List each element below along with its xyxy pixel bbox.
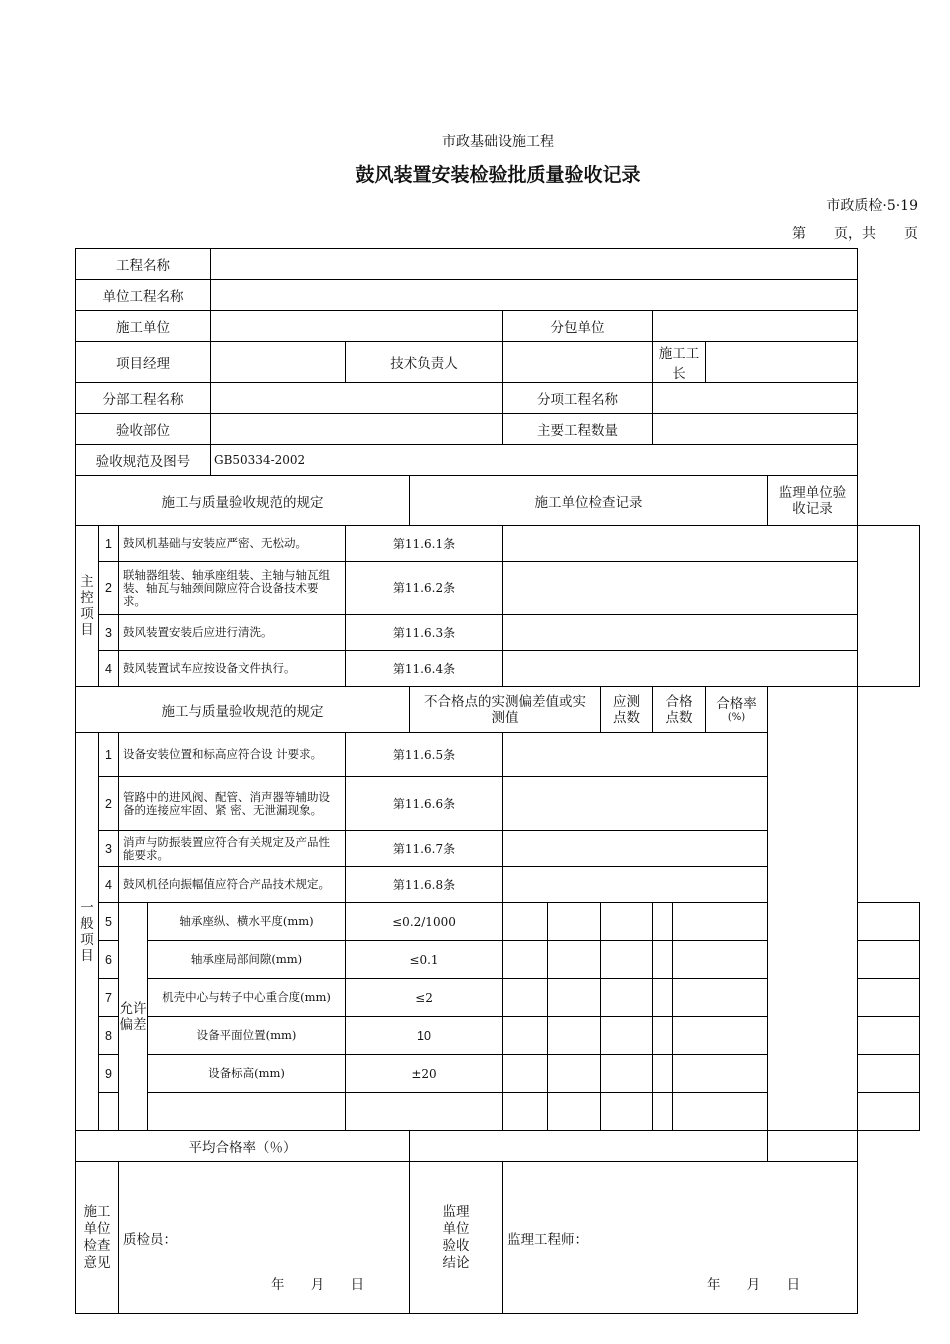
tolerance-row-no: 7 [99, 979, 119, 1017]
measure-cell[interactable] [503, 979, 548, 1017]
label-unit-project: 单位工程名称 [76, 280, 211, 311]
measure-cell[interactable] [673, 903, 768, 941]
tolerance-label: 允许偏差 [119, 903, 148, 1131]
measure-cell[interactable] [548, 941, 601, 979]
main-row-text: 鼓风装置安装后应进行清洗。 [119, 615, 346, 651]
field-manager[interactable] [211, 342, 346, 383]
measure-cell[interactable] [673, 1093, 768, 1131]
general-row-no: 4 [99, 867, 119, 903]
form-title: 鼓风装置安装检验批质量验收记录 [355, 164, 641, 186]
measure-cell[interactable] [503, 1055, 548, 1093]
measure-cell[interactable] [653, 1055, 673, 1093]
measure-cell[interactable] [503, 903, 548, 941]
measure-cell[interactable] [503, 941, 548, 979]
measure-cell[interactable] [673, 1017, 768, 1055]
contractor-opinion-label: 施工单位检查意见 [76, 1162, 119, 1314]
field-foreman[interactable] [706, 342, 858, 383]
supervisor-conclusion-cell[interactable] [503, 1162, 858, 1314]
tolerance-row-text: 轴承座局部间隙(mm) [148, 941, 346, 979]
general-row-clause: 第11.6.6条 [346, 777, 503, 831]
page-info: 第 页，共 页 [792, 226, 918, 242]
measure-cell[interactable] [858, 1093, 920, 1131]
label-project-name: 工程名称 [76, 249, 211, 280]
main-row-check[interactable] [503, 562, 858, 615]
measure-cell[interactable] [653, 1017, 673, 1055]
measure-cell[interactable] [858, 903, 920, 941]
tolerance-row-text: 机壳中心与转子中心重合度(mm) [148, 979, 346, 1017]
field-subcontractor[interactable] [653, 311, 858, 342]
tolerance-row-text: 轴承座纵、横水平度(mm) [148, 903, 346, 941]
tolerance-row-text: 设备平面位置(mm) [148, 1017, 346, 1055]
main-row-text: 鼓风装置试车应按设备文件执行。 [119, 651, 346, 687]
tolerance-row-value: ±20 [346, 1055, 503, 1093]
field-division[interactable] [211, 383, 503, 414]
measure-cell[interactable] [503, 1017, 548, 1055]
measure-cell[interactable] [673, 979, 768, 1017]
measure-cell[interactable] [858, 1055, 920, 1093]
measure-cell[interactable] [653, 941, 673, 979]
measure-cell[interactable] [858, 979, 920, 1017]
main-section-label: 主控项目 [76, 526, 99, 687]
tolerance-row-value: 10 [346, 1017, 503, 1055]
measure-cell[interactable] [548, 1017, 601, 1055]
contractor-opinion-cell[interactable] [119, 1162, 410, 1314]
measure-cell[interactable] [548, 979, 601, 1017]
label-subitem: 分项工程名称 [503, 383, 653, 414]
supervisor-conclusion-label: 监理单位验收结论 [410, 1162, 503, 1314]
tolerance-row-text: 设备标高(mm) [148, 1055, 346, 1093]
engineer-label: 监理工程师： [507, 1232, 588, 1248]
points-header: 应测点数 [601, 687, 653, 733]
main-row-clause: 第11.6.4条 [346, 651, 503, 687]
passed-header: 合格点数 [653, 687, 706, 733]
inspection-table [75, 248, 920, 1314]
blank-row-no [99, 1093, 119, 1131]
measure-cell[interactable] [858, 941, 920, 979]
rate-header: 合格率 (%) [706, 687, 768, 733]
label-manager: 项目经理 [76, 342, 211, 383]
main-supervisor-cell[interactable] [858, 526, 920, 687]
deviation-header: 不合格点的实测偏差值或实测值 [410, 687, 601, 733]
measure-cell[interactable] [548, 1093, 601, 1131]
supervisor-date: 年 月 日 [707, 1277, 801, 1293]
general-row-clause: 第11.6.5条 [346, 733, 503, 777]
label-tech-lead: 技术负责人 [346, 342, 503, 383]
main-row-no: 1 [99, 526, 119, 562]
general-section-label: 一般项目 [76, 733, 99, 1131]
measure-cell[interactable] [601, 1093, 653, 1131]
measure-cell[interactable] [673, 1055, 768, 1093]
tolerance-row-value: ≤0.1 [346, 941, 503, 979]
measure-cell[interactable] [601, 1017, 653, 1055]
measure-cell[interactable] [653, 979, 673, 1017]
main-row-clause: 第11.6.1条 [346, 526, 503, 562]
label-subcontractor: 分包单位 [503, 311, 653, 342]
tolerance-row-no: 9 [99, 1055, 119, 1093]
main-row-no: 3 [99, 615, 119, 651]
general-row-check[interactable] [503, 867, 858, 903]
measure-cell[interactable] [548, 1055, 601, 1093]
tolerance-row-no: 8 [99, 1017, 119, 1055]
general-row-text: 鼓风机径向振幅值应符合产品技术规定。 [119, 867, 346, 903]
label-quantity: 主要工程数量 [503, 414, 653, 445]
form-subtitle: 市政基础设施工程 [442, 134, 554, 150]
main-row-check[interactable] [503, 651, 858, 687]
tolerance-row-value: ≤2 [346, 979, 503, 1017]
tolerance-row-value: ≤0.2/1000 [346, 903, 503, 941]
main-row-clause: 第11.6.3条 [346, 615, 503, 651]
measure-cell[interactable] [653, 1093, 673, 1131]
general-row-text: 消声与防振装置应符合有关规定及产品性能要求。 [119, 831, 346, 867]
label-standard: 验收规范及图号 [76, 445, 211, 476]
field-tech-lead[interactable] [503, 342, 653, 383]
measure-cell[interactable] [601, 979, 653, 1017]
label-contractor: 施工单位 [76, 311, 211, 342]
general-row-text: 管路中的进风阀、配管、消声器等辅助设备的连接应牢固、紧 密、无泄漏现象。 [119, 777, 346, 831]
general-row-check[interactable] [503, 733, 858, 777]
main-row-text: 联轴器组装、轴承座组装、主轴与轴瓦组装、轴瓦与轴颈间隙应符合设备技术要求。 [119, 562, 346, 615]
main-row-text: 鼓风机基础与安装应严密、无松动。 [119, 526, 346, 562]
field-standard: GB50334-2002 [211, 445, 858, 476]
label-location: 验收部位 [76, 414, 211, 445]
measure-cell[interactable] [673, 941, 768, 979]
form-code: 市政质检·5·19 [826, 198, 918, 214]
main-row-check[interactable] [503, 526, 858, 562]
field-contractor[interactable] [211, 311, 503, 342]
main-row-check[interactable] [503, 615, 858, 651]
measure-cell[interactable] [858, 1017, 920, 1055]
label-foreman: 施工工长 [653, 342, 706, 383]
label-division: 分部工程名称 [76, 383, 211, 414]
field-location[interactable] [211, 414, 503, 445]
main-row-no: 2 [99, 562, 119, 615]
field-quantity[interactable] [653, 414, 858, 445]
blank-row-text[interactable] [148, 1093, 346, 1131]
general-row-clause: 第11.6.8条 [346, 867, 503, 903]
general-spec-header: 施工与质量验收规范的规定 [76, 687, 410, 733]
measure-cell[interactable] [601, 941, 653, 979]
measure-cell[interactable] [503, 1093, 548, 1131]
field-unit-project[interactable] [211, 280, 858, 311]
measure-cell[interactable] [601, 1055, 653, 1093]
general-row-no: 1 [99, 733, 119, 777]
main-supervisor-header: 监理单位验收记录 [768, 476, 858, 526]
main-spec-header: 施工与质量验收规范的规定 [76, 476, 410, 526]
general-row-check[interactable] [503, 777, 858, 831]
main-row-no: 4 [99, 651, 119, 687]
general-row-no: 3 [99, 831, 119, 867]
general-row-clause: 第11.6.7条 [346, 831, 503, 867]
measure-cell[interactable] [653, 903, 673, 941]
inspector-label: 质检员： [123, 1232, 177, 1248]
field-project-name[interactable] [211, 249, 858, 280]
field-subitem[interactable] [653, 383, 858, 414]
avg-supervisor-cell [768, 1131, 858, 1162]
measure-cell[interactable] [601, 903, 653, 941]
general-row-check[interactable] [503, 831, 858, 867]
main-row-clause: 第11.6.2条 [346, 562, 503, 615]
measure-cell[interactable] [548, 903, 601, 941]
general-row-text: 设备安装位置和标高应符合设 计要求。 [119, 733, 346, 777]
avg-value[interactable] [410, 1131, 768, 1162]
avg-label: 平均合格率（％） [76, 1131, 410, 1162]
tolerance-row-no: 5 [99, 903, 119, 941]
blank-row-value[interactable] [346, 1093, 503, 1131]
main-check-header: 施工单位检查记录 [410, 476, 768, 526]
general-row-no: 2 [99, 777, 119, 831]
tolerance-row-no: 6 [99, 941, 119, 979]
contractor-date: 年 月 日 [271, 1277, 365, 1293]
